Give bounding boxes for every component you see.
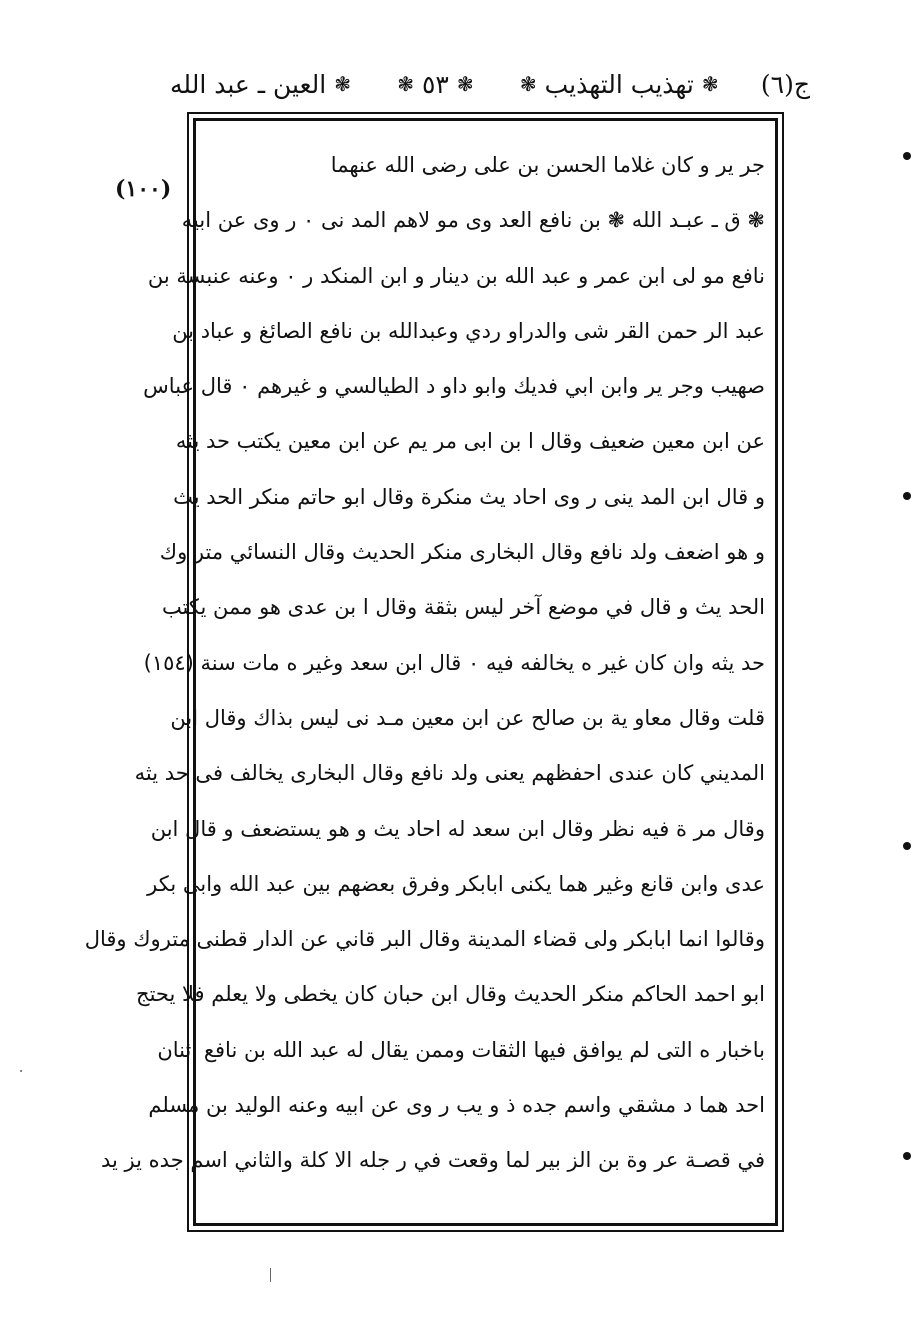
text-line: باخبار ه التى لم يوافق فيها الثقات وممن يقال له عبد الله بن نافع اثنان	[157, 1037, 765, 1062]
text-line: حد يثه وان كان غير ه يخالفه فيه ٠ قال ابن سعد وغير ه مات سنة (١٥٤)	[143, 650, 765, 675]
text-line: عن ابن معين ضعيف وقال ا بن ابى مر يم عن ابن معين يكتب حد يثه	[175, 429, 765, 454]
scan-speck	[20, 1070, 22, 1072]
binding-hole-mark	[903, 492, 911, 500]
running-header	[170, 58, 810, 110]
text-line: في قصـة عر وة بن الز بير لما وقعت في ر جله الا كلة والثاني اسم جده يز يد	[101, 1148, 765, 1173]
binding-hole-mark	[903, 1152, 911, 1160]
text-line: صهيب وجر ير وابن ابي فديك وابو داو د الطيالسي و غيرهم ٠ قال عباس	[143, 374, 765, 399]
ornament-icon: ❃	[456, 72, 474, 96]
text-line: جر ير و كان غلاما الحسن بن على رضى الله عنهما	[330, 153, 765, 177]
text-line: عدى وابن قانع وغير هما يكنى ابابكر وفرق بعضهم بين عبد الله وابى بكر	[147, 871, 765, 896]
text-line: نافع مو لى ابن عمر و عبد الله بن دينار و ابن المنكد ر ٠ وعنه عنبسة بن	[147, 263, 765, 288]
text-line: عبد الر حمن القر شى والدراو ردي وعبدالله بن نافع الصائغ و عباد بن	[172, 318, 765, 343]
volume-label: ج(٦)	[760, 69, 810, 99]
book-title-group	[516, 70, 723, 99]
binding-hole-mark	[903, 842, 911, 850]
ornament-icon: ❃	[701, 72, 719, 96]
text-line: ❃ ق ـ عبـد الله ❃ بن نافع العد وى مو لاهم المد نى ٠ ر وى عن ابيه	[181, 208, 765, 233]
entry-number-margin: (١٠٠)	[115, 176, 172, 202]
ornament-icon: ❃	[334, 72, 351, 96]
section-title-group	[170, 70, 355, 99]
text-line: احد هما د مشقي واسم جده ذ و يب ر وى عن ابيه وعنه الوليد بن مسلم	[148, 1093, 765, 1118]
text-line: و قال ابن المد ينى ر وى احاد يث منكرة وقال ابو حاتم منكر الحد يث	[173, 484, 765, 509]
page-number-group	[393, 70, 477, 99]
binding-hole-mark	[903, 152, 911, 160]
text-line: قلت وقال معاو ية بن صالح عن ابن معين مـد نى ليس بذاك وقال ابن	[170, 705, 765, 730]
scan-artifact	[270, 1268, 271, 1282]
ornament-icon: ❃	[519, 72, 537, 96]
book-title: تهذيب التهذيب	[544, 69, 694, 99]
text-line: و هو اضعف ولد نافع وقال البخارى منكر الحديث وقال النسائي متر وك	[159, 540, 765, 565]
text-line: وقالوا انما ابابكر ولى قضاء المدينة وقال البر قاني عن الدار قطنى متروك وقال	[84, 927, 765, 952]
text-line: وقال مر ة فيه نظر وقال ابن سعد له احاد يث و هو يستضعف و قال ابن	[150, 816, 765, 841]
ornament-icon: ❃	[397, 72, 414, 96]
section-title: العين ـ عبد الله	[170, 69, 327, 99]
page-number: ٥٣	[421, 69, 449, 99]
text-line: الحد يث و قال في موضع آخر ليس بثقة وقال ا بن عدى هو ممن يكتب	[161, 595, 765, 620]
text-line: ابو احمد الحاكم منكر الحديث وقال ابن حبان كان يخطى ولا يعلم فلا يحتج	[136, 982, 765, 1007]
text-line: المديني كان عندى احفظهم يعنى ولد نافع وقال البخارى يخالف فى حد يثه	[134, 761, 765, 786]
